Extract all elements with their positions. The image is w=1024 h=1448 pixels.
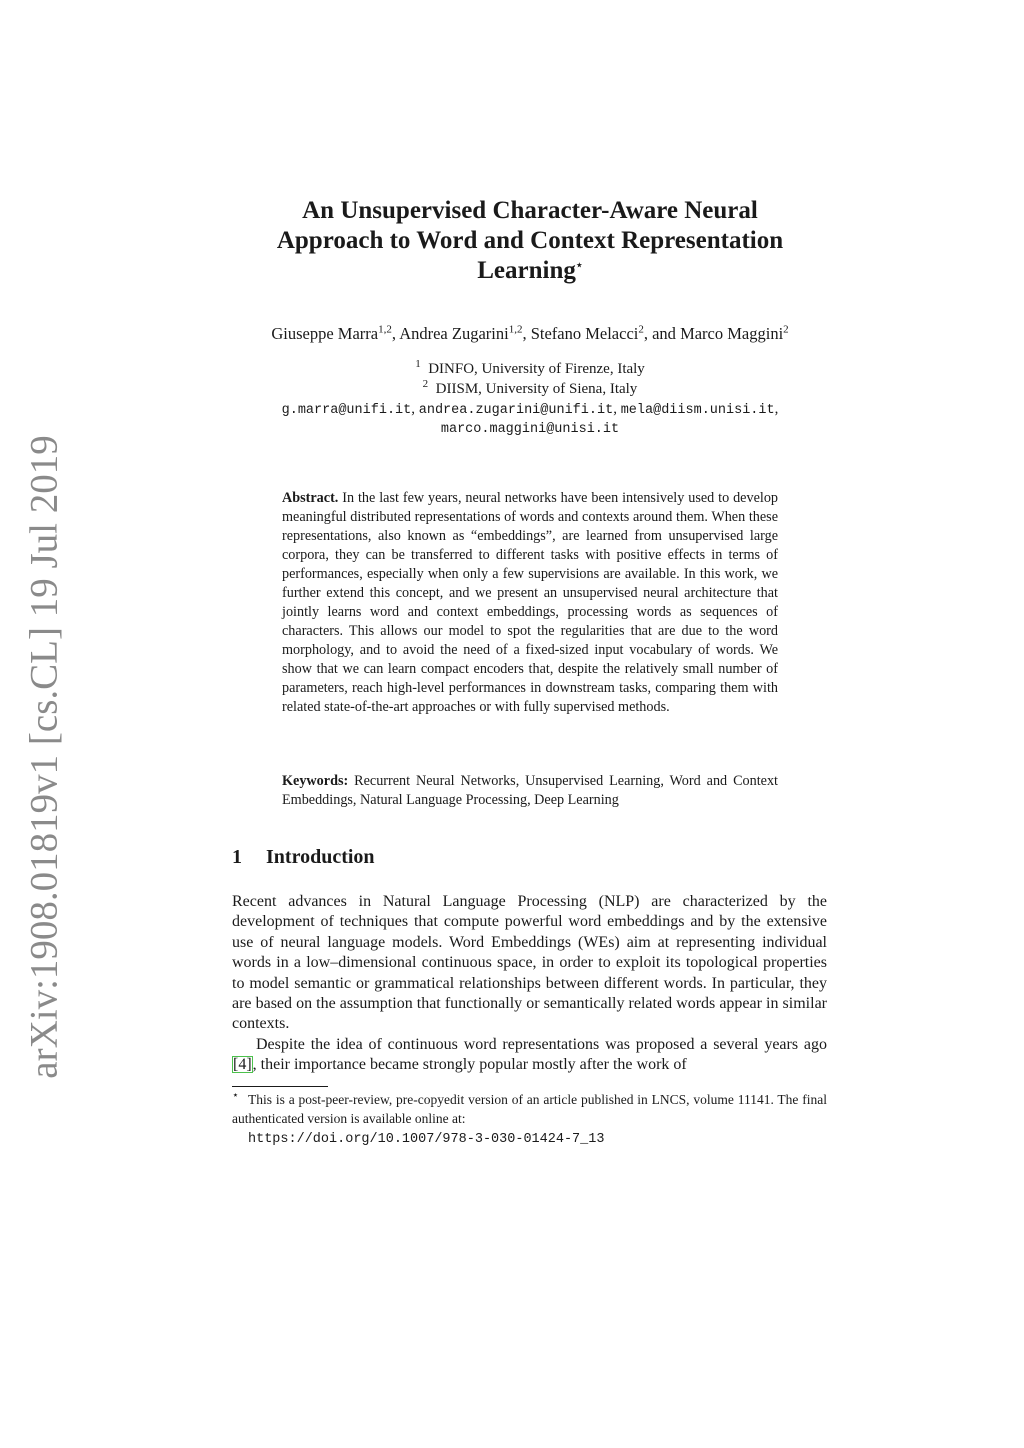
keywords [282, 772, 778, 810]
email-2[interactable]: andrea.zugarini@unifi.it [418, 403, 614, 418]
paper-title [200, 196, 860, 286]
author-list: Giuseppe Marra$^{1,2}$, Andrea Zugarini$^{1,2}$, Stefano Melacci$^2$, and Marco Maggini$^2$ [271, 323, 789, 343]
email-line-1: g.marra@unifi.it, andrea.zugarini@unifi.it, mela@diism.unisi.it, [281, 401, 779, 418]
affiliation-1-text: DINFO, University of Firenze, Italy [428, 361, 645, 377]
arxiv-identifier: arXiv:1908.01819v1 [cs.CL] 19 Jul 2019 [22, 435, 66, 1079]
email-1[interactable]: g.marra@unifi.it [281, 403, 412, 418]
title-line-2: Approach to Word and Context Representation [276, 227, 784, 254]
email-line-2 [180, 419, 880, 439]
paragraph-2-start: Despite the idea of continuous word representations was proposed a several years ago [256, 1035, 827, 1053]
author-3-affil: 2 [638, 323, 644, 336]
footnote-doi-link[interactable]: https://doi.org/10.1007/978-3-030-01424-7_13 [248, 1132, 605, 1147]
footnote-marker [232, 1090, 248, 1109]
paragraph-2 [232, 1035, 827, 1076]
author-1: Giuseppe Marra [271, 324, 379, 343]
footnote-marker-symbol: ⋆ [232, 1089, 239, 1102]
email-3[interactable]: mela@diism.unisi.it [620, 403, 775, 418]
footnote-rule [232, 1086, 328, 1087]
section-number: 1 [232, 846, 242, 868]
affiliation-2 [180, 380, 880, 399]
affiliation-1 [180, 360, 880, 379]
abstract-text: In the last few years, neural networks have been intensively used to develop meaningful distributed representations of words and contexts around them. When these representations, also known as “embeddings”, are learned from unsupervised large corpora, they can be transferred to different tasks with positive effects in terms of performances, especially when only a few supervisions are available. In this work, we further extend this concept, and we present an unsupervised neural architecture that jointly learns word and context embeddings, processing words as sequences of characters. This allows our model to spot the regularities that are due to the word morphology, and to avoid the need of a fixed-sized input vocabulary of words. We show that we can learn compact encoders that, despite the relatively small number of parameters, reach high-level performances in downstream tasks, comparing them with related state-of-the-art approaches or with fully supervised methods. [282, 490, 779, 715]
section-heading [232, 846, 375, 869]
citation-link[interactable]: [4] [233, 1056, 252, 1074]
abstract [282, 489, 778, 717]
author-sep-and: , and [643, 324, 681, 343]
affiliation-2-text: DIISM, University of Siena, Italy [435, 381, 638, 397]
author-4: Marco Maggini [680, 324, 784, 343]
author-1-affil: 1,2 [378, 323, 392, 336]
paragraph-2-end: , their importance became strongly popular mostly after the work of [252, 1056, 687, 1074]
footnote [232, 1090, 827, 1149]
author-2: Andrea Zugarini [399, 324, 509, 343]
author-3: Stefano Melacci [530, 324, 639, 343]
body-text [232, 892, 827, 1076]
author-4-affil: 2 [783, 323, 789, 336]
footnote-text: This is a post-peer-review, pre-copyedit version of an article published in LNCS, volume 11141. The final authenticated version is available online at: [232, 1092, 827, 1126]
abstract-label: Abstract. [282, 490, 339, 506]
title-line-3 [200, 256, 860, 286]
paragraph-1: Recent advances in Natural Language Processing (NLP) are characterized by the development of techniques that compute powerful word embeddings and by the extensive use of neural language models. Word Embeddings (WEs) aim at representing individual words in a low–dimensional continuous space, in order to exploit its topological properties to model semantic or grammatical relationships between different words. In particular, they are based on the assumption that functionally or semantically related words appear in similar contexts. [232, 893, 827, 1033]
email-4[interactable]: marco.maggini@unisi.it [440, 422, 620, 437]
title-line-3-text: Learning [477, 257, 576, 284]
section-title: Introduction [266, 846, 375, 868]
keywords-text: Recurrent Neural Networks, Unsupervised Learning, Word and Context Embeddings, Natural Language Processing, Deep Learning [282, 773, 778, 808]
keywords-label: Keywords: [282, 773, 349, 789]
title-line-1: An Unsupervised Character-Aware Neural [302, 197, 758, 224]
author-2-affil: 1,2 [508, 323, 523, 336]
affiliation-2-number: 2 [422, 378, 429, 390]
title-footnote-marker: ⋆ [575, 259, 583, 272]
affiliation-1-number: 1 [415, 358, 421, 370]
